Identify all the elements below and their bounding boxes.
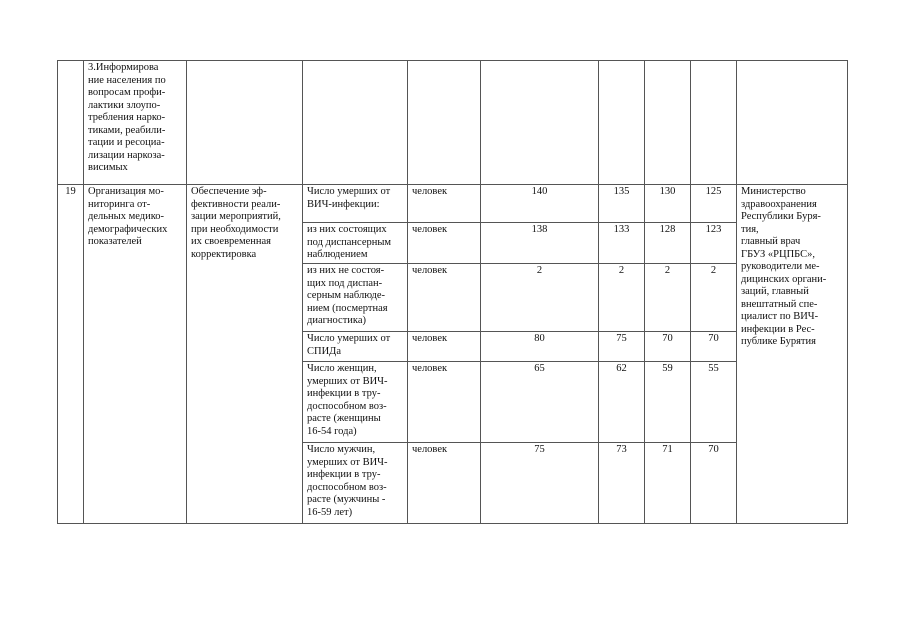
cell-value: 133: [599, 223, 645, 264]
cell-value: 70: [691, 443, 737, 524]
cell-value: 2: [691, 264, 737, 332]
cell-indicator-name: Число умерших от ВИЧ-инфекции:: [303, 185, 408, 223]
cell-unit: человек: [408, 264, 481, 332]
cell-indicator-name: Число мужчин, умерших от ВИЧ- инфекции в тру- доспособном воз- расте (мужчины - 16-59 лет): [303, 443, 408, 524]
cell-measure: [84, 61, 187, 185]
cell-number: [58, 61, 84, 185]
cell-empty: [691, 61, 737, 185]
cell-empty: [481, 61, 599, 185]
cell-value: 2: [481, 264, 599, 332]
cell-value: 65: [481, 362, 599, 443]
cell-empty: [737, 61, 848, 185]
cell-empty: [187, 61, 303, 185]
cell-task: Организация мо- ниторинга от- дельных медико- демографических показателей: [84, 185, 187, 524]
cell-value: 70: [691, 332, 737, 362]
cell-value: 71: [645, 443, 691, 524]
cell-empty: [645, 61, 691, 185]
cell-responsible: Министерство здравоохранения Республики Буря- тия, главный врач ГБУЗ «РЦПБС», руководители ме- дицинских органи- заций, главный внештатный спе- циалист по ВИЧ- инфекции в Рес- публике Бурятия: [737, 185, 848, 524]
cell-value: 125: [691, 185, 737, 223]
cell-indicator-name: из них не состоя- щих под диспан- серным наблюде- нием (посмертная диагностика): [303, 264, 408, 332]
cell-unit: человек: [408, 223, 481, 264]
cell-value: 59: [645, 362, 691, 443]
table-row-prev: [58, 61, 848, 185]
cell-indicator-name: из них состоящих под диспансерным наблюдением: [303, 223, 408, 264]
cell-indicator-name: Число умерших от СПИДа: [303, 332, 408, 362]
table-row: [58, 185, 848, 223]
cell-indicator-name: Число женщин, умерших от ВИЧ- инфекции в тру- доспособном воз- расте (женщины 16-54 года): [303, 362, 408, 443]
cell-empty: [599, 61, 645, 185]
cell-value: 140: [481, 185, 599, 223]
cell-value: 75: [481, 443, 599, 524]
cell-value: 73: [599, 443, 645, 524]
cell-goal: Обеспечение эф- фективности реали- зации мероприятий, при необходимости их своевременная корректировка: [187, 185, 303, 524]
cell-value: 128: [645, 223, 691, 264]
cell-value: 55: [691, 362, 737, 443]
cell-unit: человек: [408, 443, 481, 524]
measure-text: 3.Информирова ние населения по вопросам профи- лактики злоупо- требления нарко- тиками, реабили- тации и ресоциа- лизации наркоза- висимых: [88, 62, 166, 173]
cell-value: 62: [599, 362, 645, 443]
cell-unit: человек: [408, 362, 481, 443]
program-table: [57, 60, 848, 524]
cell-value: 70: [645, 332, 691, 362]
cell-value: 135: [599, 185, 645, 223]
cell-value: 130: [645, 185, 691, 223]
cell-unit: человек: [408, 332, 481, 362]
cell-unit: человек: [408, 185, 481, 223]
cell-value: 80: [481, 332, 599, 362]
cell-value: 123: [691, 223, 737, 264]
cell-value: 75: [599, 332, 645, 362]
cell-empty: [303, 61, 408, 185]
cell-value: 2: [599, 264, 645, 332]
cell-value: 138: [481, 223, 599, 264]
cell-number: 19: [58, 185, 84, 524]
cell-value: 2: [645, 264, 691, 332]
cell-empty: [408, 61, 481, 185]
